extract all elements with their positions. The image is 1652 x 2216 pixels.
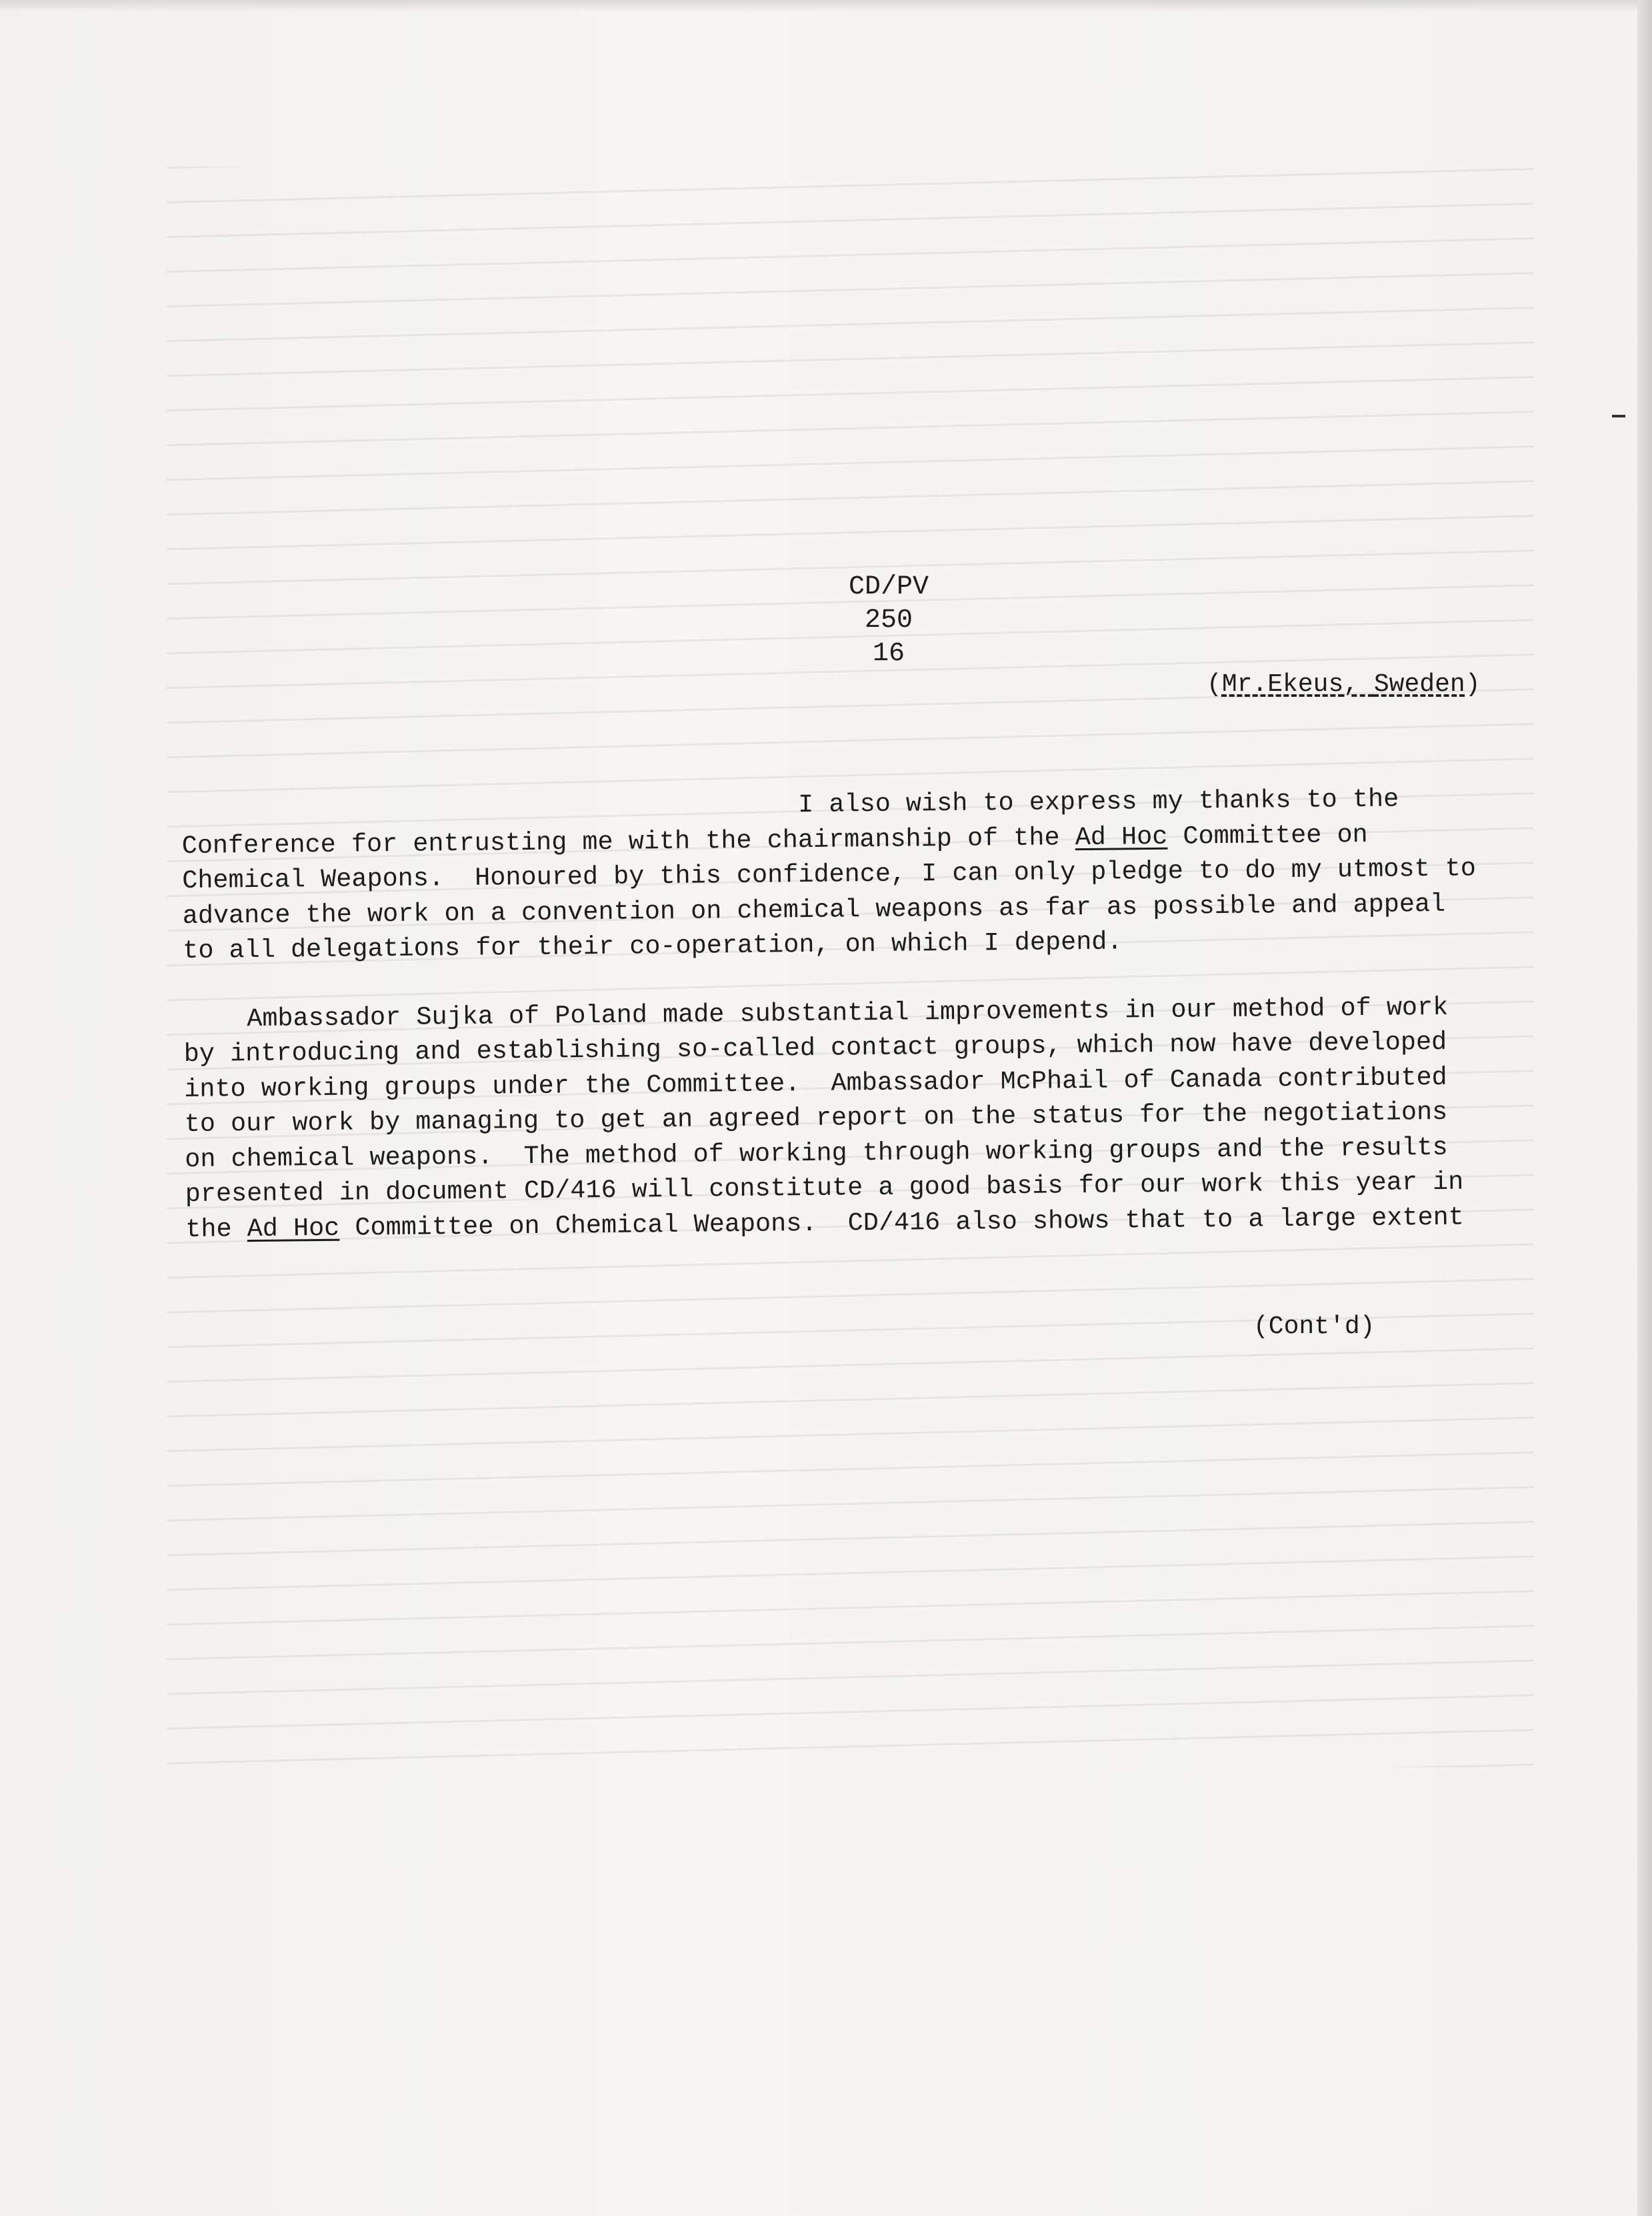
text-line: into working groups under the Committee. Ambassador McPhail of Canada contributed	[184, 1062, 1447, 1104]
text-run: Committee on Chemical Weapons. CD/416 also shows that to a large extent	[339, 1202, 1465, 1243]
text-line: on chemical weapons. The method of working through working groups and the results	[185, 1132, 1448, 1174]
text-line: I also wish to express my thanks to the	[797, 784, 1399, 820]
text-line: by introducing and establishing so-called contact groups, which now have developed	[183, 1027, 1447, 1069]
paragraph-1	[181, 780, 1563, 968]
margin-mark	[1612, 415, 1625, 417]
text-line: to all delegations for their co-operation, on which I depend.	[183, 927, 1123, 966]
document-header	[825, 571, 952, 671]
document-code: CD/PV 250	[848, 572, 929, 636]
continued-marker: (Cont'd)	[1253, 1312, 1375, 1341]
text-line: to our work by managing to get an agreed report on the status for the negotiations	[184, 1097, 1448, 1139]
speaker-attribution	[1207, 668, 1481, 702]
scan-top-edge	[0, 0, 1652, 12]
speaker-country: Sweden	[1373, 670, 1465, 699]
page-number: 16	[872, 639, 905, 669]
text-run: Committee on	[1167, 820, 1368, 852]
text-line: Ambassador Sujka of Poland made substantial improvements in our method of work	[247, 992, 1449, 1034]
text-line: advance the work on a convention on chemical weapons as far as possible and appeal	[182, 889, 1446, 931]
ad-hoc-underlined: Ad Hoc	[1075, 822, 1168, 852]
speaker-separator: ,	[1343, 670, 1374, 699]
paragraph-2	[183, 989, 1565, 1247]
speaker-name: Mr.Ekeus	[1221, 670, 1344, 699]
statement-body	[181, 780, 1565, 1247]
speaker-open-paren: (	[1207, 670, 1222, 699]
scan-right-edge	[1637, 0, 1652, 2216]
speaker-close-paren: )	[1465, 670, 1481, 699]
ad-hoc-underlined: Ad Hoc	[247, 1213, 340, 1244]
text-run: the	[185, 1214, 247, 1244]
text-line: presented in document CD/416 will constitute a good basis for our work this year in	[185, 1167, 1464, 1209]
text-run: Conference for entrusting me with the chairmanship of the	[181, 822, 1075, 861]
text-line: Chemical Weapons. Honoured by this confidence, I can only pledge to do my utmost to	[182, 854, 1477, 896]
